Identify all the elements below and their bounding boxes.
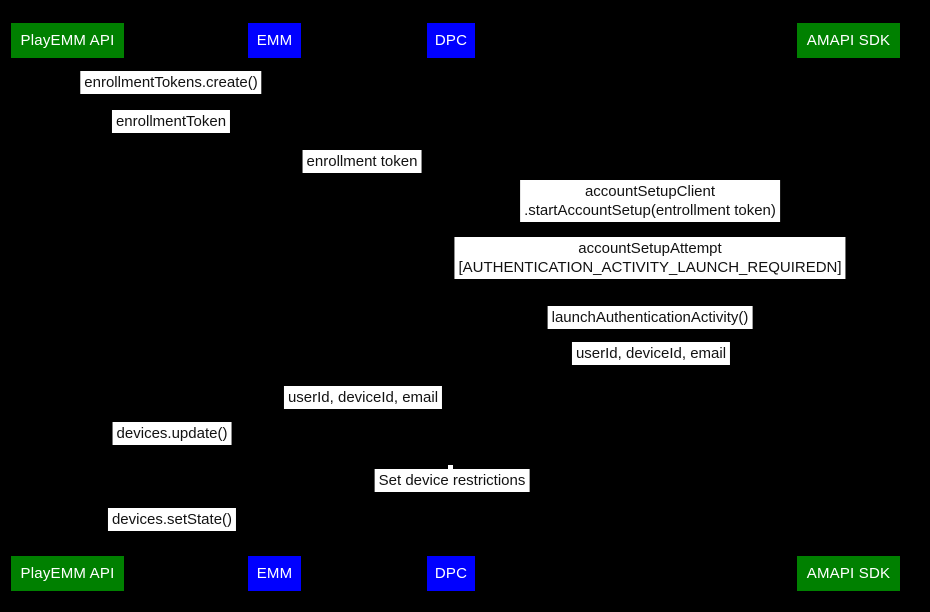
message-label: devices.update() bbox=[116, 425, 228, 442]
message-enrollment-tokens-create bbox=[80, 71, 261, 94]
message-label: accountSetupAttempt bbox=[578, 240, 722, 257]
lifeline-amapi-sdk bbox=[848, 58, 849, 556]
participant-dpc-bottom: DPC bbox=[427, 556, 475, 591]
message-launch-authentication-activity bbox=[548, 306, 753, 329]
message-label: devices.setState() bbox=[111, 511, 233, 528]
message-label: .startAccountSetup(entrollment token) bbox=[524, 202, 776, 219]
lifeline-emm bbox=[274, 58, 275, 556]
participant-amapi-sdk-bottom: AMAPI SDK bbox=[797, 556, 900, 591]
message-userid-deviceid-email-2 bbox=[284, 386, 442, 409]
message-label: enrollment token bbox=[306, 153, 418, 170]
message-devices-set-state bbox=[108, 508, 236, 531]
message-account-setup-attempt bbox=[454, 237, 845, 279]
message-label: userId, deviceId, email bbox=[575, 345, 727, 362]
message-label: enrollmentTokens.create() bbox=[84, 74, 258, 91]
self-message-arrow-notch bbox=[448, 465, 453, 469]
message-userid-deviceid-email-1 bbox=[572, 342, 730, 365]
message-enrollment-token-return bbox=[112, 110, 230, 133]
message-label: accountSetupClient bbox=[584, 183, 716, 200]
participant-playemm-api-top: PlayEMM API bbox=[11, 23, 124, 58]
message-set-device-restrictions bbox=[375, 469, 530, 492]
participant-emm-top: EMM bbox=[248, 23, 301, 58]
message-devices-update bbox=[113, 422, 232, 445]
message-label: enrollmentToken bbox=[115, 113, 227, 130]
participant-amapi-sdk-top: AMAPI SDK bbox=[797, 23, 900, 58]
participant-dpc-top: DPC bbox=[427, 23, 475, 58]
message-label: [AUTHENTICATION_ACTIVITY_LAUNCH_REQUIREDN] bbox=[458, 259, 842, 276]
message-label: userId, deviceId, email bbox=[287, 389, 439, 406]
message-start-account-setup bbox=[520, 180, 780, 222]
participant-emm-bottom: EMM bbox=[248, 556, 301, 591]
lifeline-playemm-api bbox=[67, 58, 68, 556]
message-enrollment-token bbox=[303, 150, 422, 173]
message-label: launchAuthenticationActivity() bbox=[551, 309, 749, 326]
participant-playemm-api-bottom: PlayEMM API bbox=[11, 556, 124, 591]
message-label: Set device restrictions bbox=[378, 472, 526, 489]
